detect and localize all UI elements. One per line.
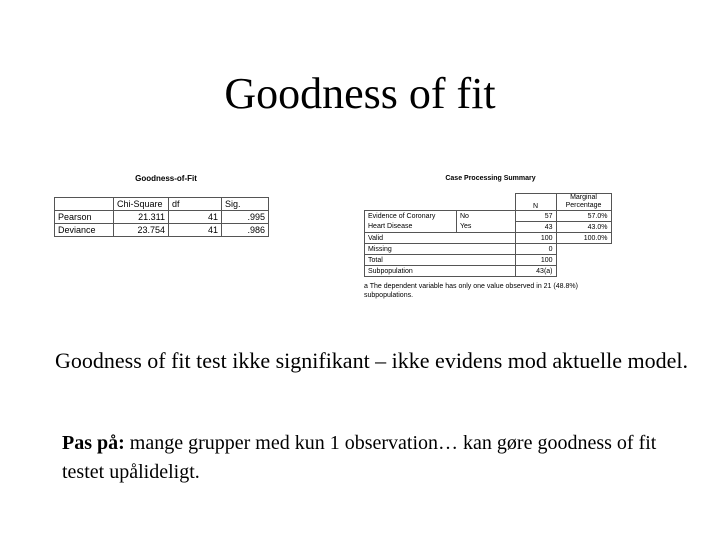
gof-row-label: Deviance [55, 224, 114, 237]
cps-missing-label: Missing [365, 244, 516, 255]
table-row [365, 255, 612, 266]
cps-n: 43 [515, 222, 556, 233]
cps-header-n: N [515, 194, 556, 211]
cps-missing-n: 0 [515, 244, 556, 255]
cps-valid-label: Valid [365, 233, 516, 244]
cps-pct: 43.0% [556, 222, 611, 233]
gof-row-label: Pearson [55, 211, 114, 224]
gof-header-empty [55, 198, 114, 211]
warning-body: mange grupper med kun 1 observation… kan gøre goodness of fit testet upålideligt. [62, 432, 657, 483]
gof-chisquare: 23.754 [114, 224, 169, 237]
cps-pct: 57.0% [556, 211, 611, 222]
gof-header-df: df [169, 198, 222, 211]
cps-group-label-1: Evidence of Coronary [365, 211, 457, 222]
cps-total-n: 100 [515, 255, 556, 266]
table-row [365, 222, 612, 233]
slide-title: Goodness of fit [224, 69, 496, 118]
gof-df: 41 [169, 224, 222, 237]
warning-label: Pas på: [62, 432, 125, 454]
cps-group-label-2: Heart Disease [365, 222, 457, 233]
gof-df: 41 [169, 211, 222, 224]
gof-table-caption: Goodness-of-Fit [135, 174, 197, 183]
cps-n: 57 [515, 211, 556, 222]
cps-header-marginal: Marginal Percentage [556, 194, 611, 211]
table-row [365, 211, 612, 222]
table-row [365, 244, 612, 255]
gof-header-chisquare: Chi-Square [114, 198, 169, 211]
table-row [55, 224, 269, 237]
cps-category: Yes [457, 222, 516, 233]
gof-sig: .995 [222, 211, 269, 224]
cps-header-row [365, 194, 612, 211]
cps-table-caption: Case Processing Summary [445, 175, 536, 182]
cps-subpop-n: 43(a) [515, 266, 556, 277]
gof-table [54, 197, 269, 237]
cps-category: No [457, 211, 516, 222]
cps-total-label: Total [365, 255, 516, 266]
warning-text [62, 429, 702, 487]
table-row [55, 211, 269, 224]
conclusion-text: Goodness of fit test ikke signifikant – ikke evidens mod aktuelle model. [55, 348, 688, 373]
gof-chisquare: 21.311 [114, 211, 169, 224]
table-row [365, 266, 612, 277]
cps-valid-n: 100 [515, 233, 556, 244]
cps-footnote: a The dependent variable has only one value observed in 21 (48.8%) subpopulations. [364, 283, 578, 299]
table-row [365, 233, 612, 244]
gof-header-row [55, 198, 269, 211]
cps-valid-pct: 100.0% [556, 233, 611, 244]
cps-table [364, 193, 612, 277]
gof-header-sig: Sig. [222, 198, 269, 211]
cps-subpop-label: Subpopulation [365, 266, 516, 277]
gof-sig: .986 [222, 224, 269, 237]
